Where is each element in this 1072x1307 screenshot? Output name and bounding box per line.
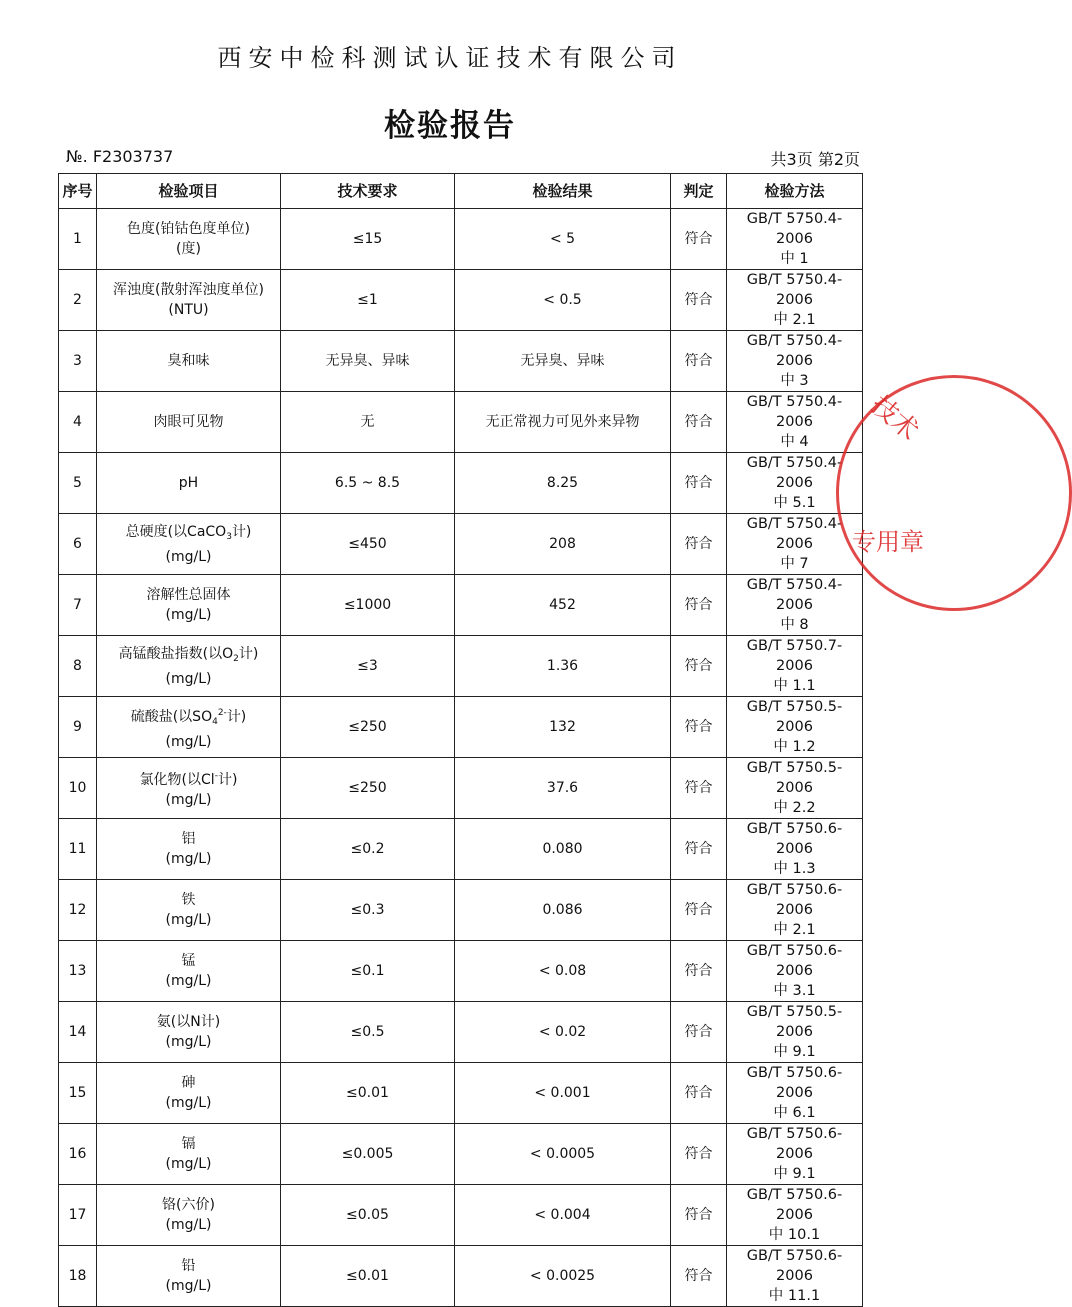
method-standard: GB/T 5750.6-2006 [746, 1065, 843, 1101]
cell-item [97, 1063, 281, 1124]
report-title: 检验报告 [384, 108, 516, 144]
method-clause: 中 3.1 [773, 983, 816, 999]
cell-item [97, 1002, 281, 1063]
item-unit: (mg/L) [165, 1156, 212, 1172]
item-unit: (NTU) [168, 302, 209, 318]
item-name-text: 色度(铂钴色度单位) [127, 221, 250, 237]
cell-result: 0.086 [455, 880, 671, 941]
cell-no: 16 [59, 1124, 97, 1185]
item-unit: (mg/L) [165, 607, 212, 623]
cell-method [727, 941, 863, 1002]
cell-no: 8 [59, 636, 97, 697]
cell-item [97, 575, 281, 636]
cell-method [727, 819, 863, 880]
table-row [59, 392, 863, 453]
cell-method [727, 1002, 863, 1063]
cell-requirement: ≤250 [281, 697, 455, 758]
item-name-text: 氯化物(以Cl [139, 772, 215, 788]
item-name-text: 镉 [181, 1136, 196, 1152]
cell-item [97, 1246, 281, 1307]
cell-result: 8.25 [455, 453, 671, 514]
method-clause: 中 4 [780, 434, 809, 450]
method-standard: GB/T 5750.4-2006 [746, 272, 843, 308]
cell-result: 无异臭、异味 [455, 331, 671, 392]
method-standard: GB/T 5750.6-2006 [746, 1187, 843, 1223]
cell-requirement: ≤250 [281, 758, 455, 819]
cell-verdict: 符合 [671, 331, 727, 392]
item-name-text: 硫酸盐(以SO [130, 708, 213, 725]
item-unit: (mg/L) [165, 1034, 212, 1050]
item-subscript: 4 [212, 716, 218, 727]
cell-result: 1.36 [455, 636, 671, 697]
cell-result: 452 [455, 575, 671, 636]
method-clause: 中 2.1 [773, 922, 816, 938]
cell-verdict: 符合 [671, 514, 727, 575]
method-clause: 中 9.1 [773, 1166, 816, 1182]
table-row [59, 514, 863, 575]
item-name [99, 280, 278, 300]
cell-method [727, 636, 863, 697]
cell-method [727, 1124, 863, 1185]
cell-requirement: ≤0.1 [281, 941, 455, 1002]
item-name-text: 铁 [181, 892, 196, 908]
method-standard: GB/T 5750.6-2006 [746, 882, 843, 918]
method-standard: GB/T 5750.6-2006 [746, 1126, 843, 1162]
cell-verdict: 符合 [671, 1063, 727, 1124]
cell-result: < 0.02 [455, 1002, 671, 1063]
item-name-text: 高锰酸盐指数(以O [118, 645, 234, 662]
item-name [99, 1012, 278, 1032]
cell-requirement: ≤3 [281, 636, 455, 697]
cell-no: 2 [59, 270, 97, 331]
col-header-verdict: 判定 [671, 174, 727, 209]
item-subscript: 3 [226, 531, 232, 542]
cell-method [727, 1063, 863, 1124]
cell-item [97, 209, 281, 270]
cell-no: 13 [59, 941, 97, 1002]
cell-item [97, 270, 281, 331]
method-standard: GB/T 5750.4-2006 [746, 577, 843, 613]
method-standard: GB/T 5750.5-2006 [746, 699, 843, 735]
method-standard: GB/T 5750.5-2006 [746, 760, 843, 796]
table-row [59, 209, 863, 270]
cell-method [727, 270, 863, 331]
cell-item [97, 392, 281, 453]
table-row [59, 1246, 863, 1307]
cell-verdict: 符合 [671, 1246, 727, 1307]
item-name-text: 铅 [181, 1258, 196, 1274]
cell-result: < 0.0025 [455, 1246, 671, 1307]
method-clause: 中 8 [780, 617, 809, 633]
cell-method [727, 880, 863, 941]
method-standard: GB/T 5750.5-2006 [746, 1004, 843, 1040]
cell-verdict: 符合 [671, 758, 727, 819]
cell-result: < 5 [455, 209, 671, 270]
cell-result: < 0.0005 [455, 1124, 671, 1185]
cell-no: 18 [59, 1246, 97, 1307]
item-unit: (mg/L) [165, 851, 212, 867]
item-name [99, 890, 278, 910]
cell-requirement: ≤450 [281, 514, 455, 575]
method-clause: 中 6.1 [773, 1105, 816, 1121]
method-standard: GB/T 5750.4-2006 [746, 455, 843, 491]
report-number: №. F2303737 [66, 147, 174, 166]
cell-result: < 0.5 [455, 270, 671, 331]
cell-no: 12 [59, 880, 97, 941]
cell-requirement: 无 [281, 392, 455, 453]
item-name-tail: 计) [238, 645, 259, 662]
cell-item [97, 758, 281, 819]
cell-verdict: 符合 [671, 697, 727, 758]
table-row [59, 1002, 863, 1063]
inspection-table [58, 173, 863, 1307]
method-standard: GB/T 5750.7-2006 [746, 638, 843, 674]
item-name [99, 351, 278, 371]
cell-no: 10 [59, 758, 97, 819]
cell-item [97, 941, 281, 1002]
method-clause: 中 11.1 [768, 1288, 821, 1304]
method-standard: GB/T 5750.4-2006 [746, 333, 843, 369]
cell-method [727, 575, 863, 636]
table-row [59, 1124, 863, 1185]
item-superscript: - [214, 771, 218, 781]
item-name-text: 铬(六价) [162, 1197, 215, 1213]
cell-item [97, 1185, 281, 1246]
cell-method [727, 1185, 863, 1246]
method-clause: 中 3 [780, 373, 809, 389]
item-name-text: 溶解性总固体 [146, 587, 231, 603]
item-unit: (mg/L) [165, 792, 212, 808]
cell-requirement: ≤0.01 [281, 1063, 455, 1124]
item-name [99, 1195, 278, 1215]
cell-item [97, 1124, 281, 1185]
item-unit: (mg/L) [165, 1278, 212, 1294]
method-clause: 中 1.3 [773, 861, 816, 877]
cell-item [97, 331, 281, 392]
item-name-text: 肉眼可见物 [153, 414, 224, 430]
cell-verdict: 符合 [671, 209, 727, 270]
item-unit: (mg/L) [165, 670, 212, 687]
method-standard: GB/T 5750.6-2006 [746, 943, 843, 979]
cell-requirement: 无异臭、异味 [281, 331, 455, 392]
cell-result: 37.6 [455, 758, 671, 819]
cell-requirement: ≤0.05 [281, 1185, 455, 1246]
cell-verdict: 符合 [671, 819, 727, 880]
cell-method [727, 453, 863, 514]
item-name [99, 1073, 278, 1093]
table-row [59, 453, 863, 514]
cell-no: 15 [59, 1063, 97, 1124]
cell-verdict: 符合 [671, 575, 727, 636]
col-header-item: 检验项目 [97, 174, 281, 209]
cell-verdict: 符合 [671, 392, 727, 453]
item-name-text: 氨(以N计) [156, 1014, 221, 1030]
item-name-text: 总硬度(以CaCO [125, 523, 227, 540]
col-header-no: 序号 [59, 174, 97, 209]
cell-method [727, 1246, 863, 1307]
cell-no: 14 [59, 1002, 97, 1063]
col-header-method: 检验方法 [727, 174, 863, 209]
table-row [59, 697, 863, 758]
method-standard: GB/T 5750.6-2006 [746, 821, 843, 857]
method-standard: GB/T 5750.6-2006 [746, 1248, 843, 1284]
method-standard: GB/T 5750.4-2006 [746, 516, 843, 552]
item-superscript: 2- [217, 707, 227, 718]
item-unit: (mg/L) [165, 1095, 212, 1111]
cell-requirement: ≤0.3 [281, 880, 455, 941]
cell-item [97, 697, 281, 758]
item-name [99, 829, 278, 849]
cell-verdict: 符合 [671, 880, 727, 941]
method-clause: 中 2.1 [773, 312, 816, 328]
table-row [59, 636, 863, 697]
cell-no: 9 [59, 697, 97, 758]
cell-verdict: 符合 [671, 1124, 727, 1185]
item-name [99, 412, 278, 432]
item-name-tail: 计) [231, 523, 252, 540]
item-name-text: 锰 [181, 953, 196, 969]
table-row [59, 270, 863, 331]
item-unit: (mg/L) [165, 548, 212, 565]
cell-result: 208 [455, 514, 671, 575]
item-name [99, 951, 278, 971]
item-name-text: 铝 [181, 831, 196, 847]
item-subscript: 2 [233, 653, 239, 664]
col-header-requirement: 技术要求 [281, 174, 455, 209]
cell-no: 6 [59, 514, 97, 575]
cell-item [97, 636, 281, 697]
method-standard: GB/T 5750.4-2006 [746, 211, 843, 247]
cell-method [727, 392, 863, 453]
item-unit: (mg/L) [165, 973, 212, 989]
item-name [99, 1256, 278, 1276]
cell-verdict: 符合 [671, 636, 727, 697]
method-clause: 中 1 [780, 251, 809, 267]
item-name [99, 644, 278, 669]
item-name [99, 522, 278, 547]
cell-requirement: 6.5 ~ 8.5 [281, 453, 455, 514]
table-row [59, 331, 863, 392]
method-clause: 中 2.2 [773, 800, 816, 816]
cell-result: 0.080 [455, 819, 671, 880]
item-name [99, 219, 278, 239]
cell-method [727, 514, 863, 575]
item-name-tail: 计) [226, 708, 247, 725]
item-name-text: 浑浊度(散射浑浊度单位) [113, 282, 264, 298]
cell-result: < 0.004 [455, 1185, 671, 1246]
method-clause: 中 5.1 [773, 495, 816, 511]
cell-requirement: ≤15 [281, 209, 455, 270]
table-row [59, 1185, 863, 1246]
cell-method [727, 209, 863, 270]
table-row [59, 941, 863, 1002]
cell-result: < 0.08 [455, 941, 671, 1002]
cell-requirement: ≤1 [281, 270, 455, 331]
method-standard: GB/T 5750.4-2006 [746, 394, 843, 430]
method-clause: 中 1.1 [773, 678, 816, 694]
cell-no: 4 [59, 392, 97, 453]
item-name-text: pH [178, 475, 199, 491]
item-name [99, 703, 278, 732]
cell-verdict: 符合 [671, 270, 727, 331]
cell-requirement: ≤0.01 [281, 1246, 455, 1307]
cell-no: 5 [59, 453, 97, 514]
cell-method [727, 697, 863, 758]
method-clause: 中 10.1 [768, 1227, 821, 1243]
cell-verdict: 符合 [671, 453, 727, 514]
cell-verdict: 符合 [671, 1185, 727, 1246]
cell-requirement: ≤0.005 [281, 1124, 455, 1185]
item-name-tail: 计) [217, 772, 238, 788]
item-name [99, 766, 278, 790]
item-unit: (mg/L) [165, 1217, 212, 1233]
item-name [99, 1134, 278, 1154]
cell-item [97, 880, 281, 941]
cell-verdict: 符合 [671, 941, 727, 1002]
table-body [59, 209, 863, 1307]
item-name [99, 473, 278, 493]
company-name: 西安中检科测试认证技术有限公司 [217, 44, 683, 72]
cell-no: 11 [59, 819, 97, 880]
table-row [59, 575, 863, 636]
cell-result: 132 [455, 697, 671, 758]
item-name [99, 585, 278, 605]
cell-requirement: ≤1000 [281, 575, 455, 636]
method-clause: 中 9.1 [773, 1044, 816, 1060]
cell-requirement: ≤0.2 [281, 819, 455, 880]
item-unit: (度) [176, 241, 201, 257]
seal-text-top: 技术 [864, 390, 924, 447]
item-name-text: 砷 [181, 1075, 196, 1091]
table-header-row [59, 174, 863, 209]
method-clause: 中 7 [780, 556, 809, 572]
table-row [59, 758, 863, 819]
cell-no: 3 [59, 331, 97, 392]
cell-item [97, 514, 281, 575]
cell-no: 17 [59, 1185, 97, 1246]
cell-verdict: 符合 [671, 1002, 727, 1063]
table-row [59, 1063, 863, 1124]
table-row [59, 819, 863, 880]
cell-method [727, 758, 863, 819]
method-clause: 中 1.2 [773, 739, 816, 755]
table-row [59, 880, 863, 941]
cell-no: 1 [59, 209, 97, 270]
cell-result: < 0.001 [455, 1063, 671, 1124]
cell-result: 无正常视力可见外来异物 [455, 392, 671, 453]
seal-text-bottom: 专用章 [852, 528, 924, 556]
item-name-text: 臭和味 [167, 353, 210, 369]
cell-item [97, 819, 281, 880]
page-info: 共3页 第2页 [770, 150, 860, 169]
item-unit: (mg/L) [165, 733, 212, 750]
cell-requirement: ≤0.5 [281, 1002, 455, 1063]
cell-method [727, 331, 863, 392]
cell-no: 7 [59, 575, 97, 636]
cell-item [97, 453, 281, 514]
item-unit: (mg/L) [165, 912, 212, 928]
col-header-result: 检验结果 [455, 174, 671, 209]
